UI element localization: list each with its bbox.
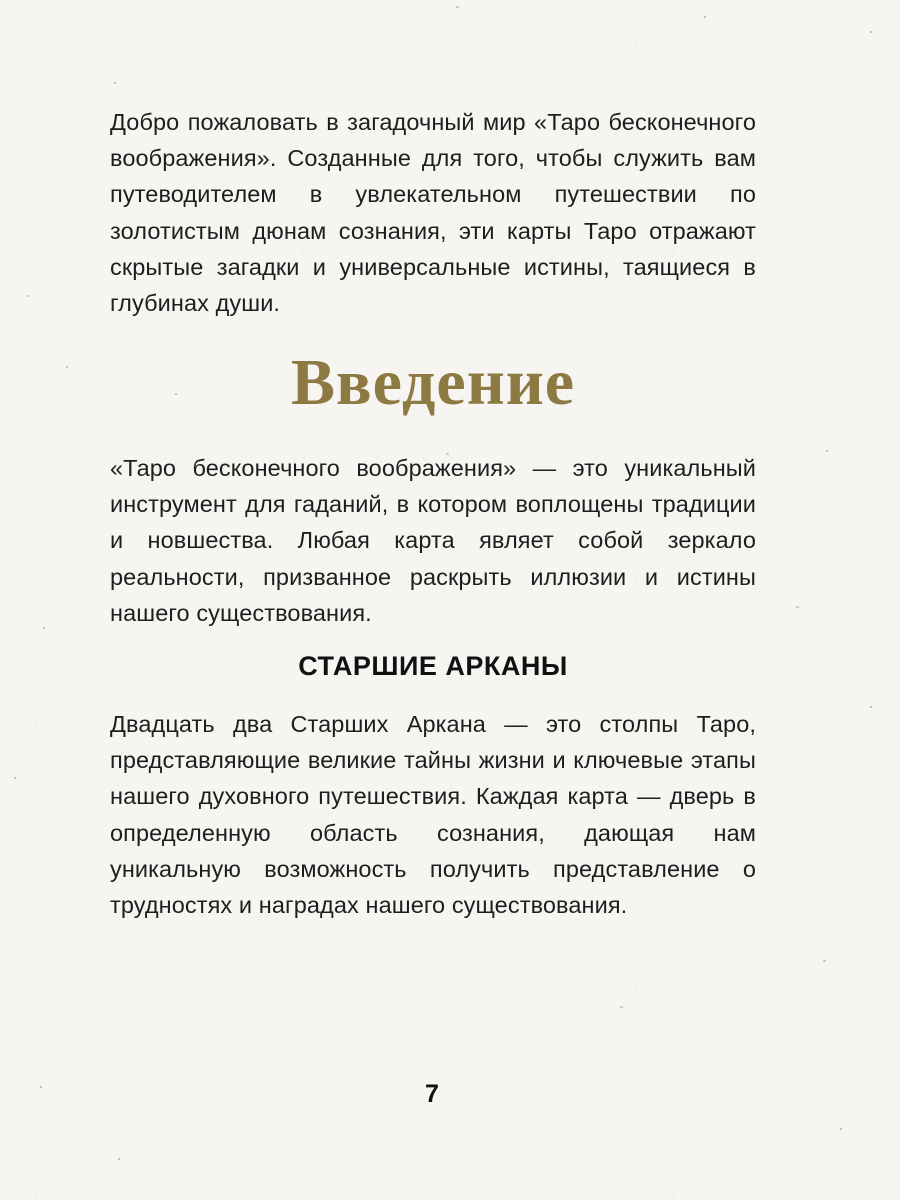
paper-speck <box>118 1158 120 1160</box>
paper-speck <box>114 82 116 84</box>
paper-speck <box>66 366 68 368</box>
intro-paragraph: Добро пожаловать в загадочный мир «Таро бесконечного воображения». Созданные для того, чтобы служить вам путеводителем в увлекательном путешествии по золотистым дюнам сознания, эти карты Таро отражают скрытые загадки и универсальные истины, таящиеся в глубинах души. <box>110 109 756 317</box>
book-page <box>110 104 760 1094</box>
page-number: 7 <box>425 1080 439 1108</box>
paper-speck <box>826 450 828 452</box>
paper-speck <box>43 627 45 629</box>
paper-speck <box>456 6 459 8</box>
paper-speck <box>823 960 826 962</box>
paper-speck <box>796 606 799 608</box>
section-paragraph: Двадцать два Старших Аркана — это столпы Таро, представляющие великие тайны жизни и ключевые этапы нашего духовного путешествия. Каждая карта — дверь в определенную область сознания, дающая нам уникальную возможность получить представление о трудностях и наградах нашего существования. <box>110 711 756 919</box>
paper-speck <box>870 31 872 33</box>
chapter-paragraph: «Таро бесконечного воображения» — это уникальный инструмент для гаданий, в котором воплощены традиции и новшества. Любая карта являет собой зеркало реальности, призванное раскрыть иллюзии и истины нашего существования. <box>110 455 756 626</box>
paper-speck <box>27 295 30 297</box>
paper-speck <box>40 1086 42 1088</box>
paper-speck <box>870 706 872 708</box>
paper-speck <box>840 1128 842 1130</box>
section-title: СТАРШИЕ АРКАНЫ <box>298 651 568 681</box>
chapter-title: Введение <box>290 346 576 419</box>
paper-speck <box>14 777 16 779</box>
paper-speck <box>704 16 706 18</box>
